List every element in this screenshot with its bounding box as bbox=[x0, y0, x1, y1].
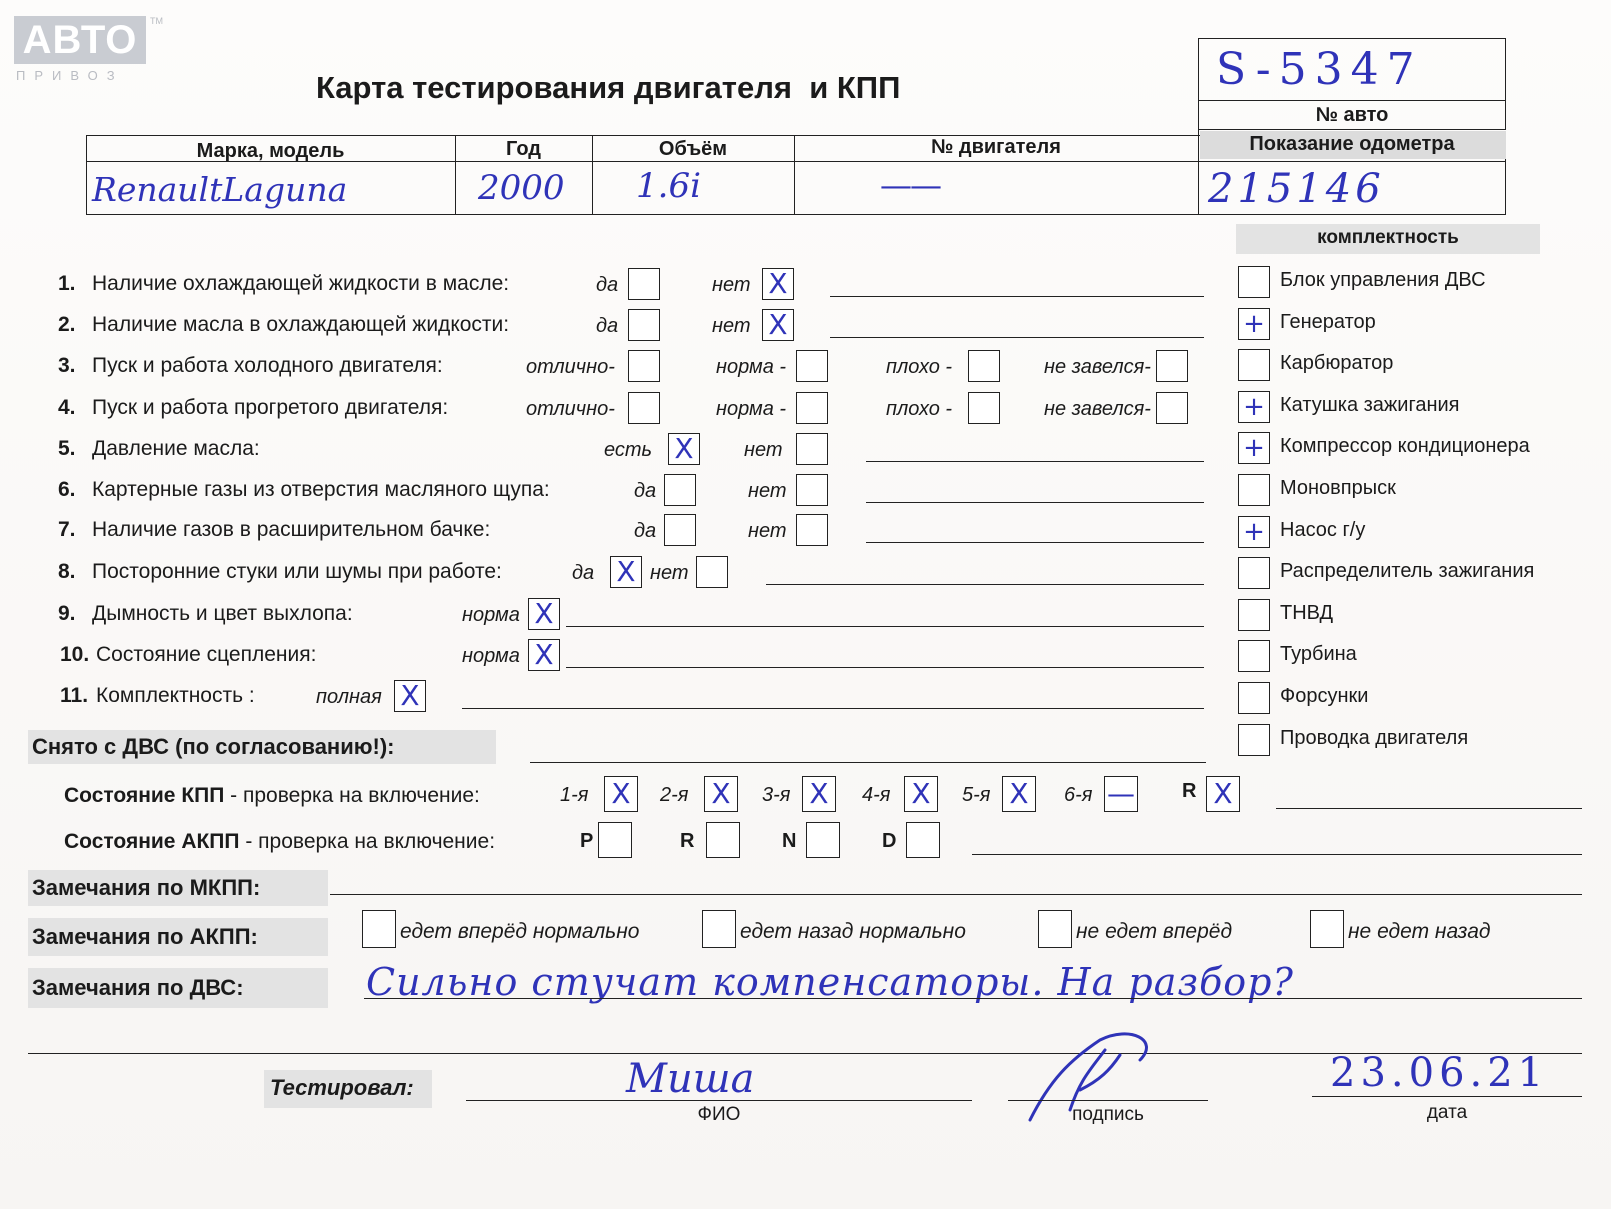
option-label: норма bbox=[462, 604, 520, 626]
question-text: Наличие охлаждающей жидкости в масле: bbox=[92, 272, 510, 295]
kit-checkbox[interactable] bbox=[1238, 349, 1270, 381]
checkbox[interactable] bbox=[796, 350, 828, 382]
checkbox[interactable] bbox=[528, 639, 560, 671]
check-mark bbox=[797, 351, 827, 381]
logo-text: АВТО bbox=[14, 16, 146, 64]
kit-checkbox[interactable] bbox=[1238, 682, 1270, 714]
checkbox[interactable] bbox=[696, 556, 728, 588]
question-number: 9. bbox=[58, 602, 76, 625]
check-mark bbox=[665, 515, 695, 545]
checkbox[interactable] bbox=[1156, 350, 1188, 382]
question-text: Наличие масла в охлаждающей жидкости: bbox=[92, 313, 510, 336]
note-line[interactable] bbox=[866, 502, 1204, 503]
check-mark bbox=[797, 515, 827, 545]
akpp-remark-label: едет назад нормально bbox=[740, 920, 966, 943]
kit-mark bbox=[1239, 725, 1269, 755]
kit-item-label: Катушка зажигания bbox=[1280, 393, 1460, 416]
gear-label: 6-я bbox=[1064, 784, 1093, 806]
gear-checkbox[interactable] bbox=[1104, 776, 1138, 812]
note-line[interactable] bbox=[866, 542, 1204, 543]
option-label: норма - bbox=[716, 398, 787, 420]
checkbox[interactable] bbox=[796, 433, 828, 465]
check-mark: X bbox=[616, 555, 636, 588]
check-mark: X bbox=[400, 679, 420, 712]
question-text: Комплектность : bbox=[96, 684, 255, 707]
check-mark bbox=[797, 475, 827, 505]
akpp-remark-checkbox[interactable] bbox=[1310, 910, 1344, 948]
check-mark bbox=[969, 393, 999, 423]
tested-label: Тестировал: bbox=[270, 1075, 414, 1100]
gear-label: 3-я bbox=[762, 784, 791, 806]
option-label: нет bbox=[748, 480, 787, 502]
checkbox[interactable] bbox=[796, 474, 828, 506]
option-label: да bbox=[634, 480, 657, 502]
checkbox[interactable] bbox=[628, 392, 660, 424]
kit-mark bbox=[1239, 641, 1269, 671]
gear-checkbox[interactable] bbox=[604, 776, 638, 812]
check-mark: X bbox=[768, 267, 788, 300]
check-mark bbox=[969, 351, 999, 381]
gear-mark: X bbox=[1009, 777, 1029, 810]
check-mark bbox=[797, 434, 827, 464]
checkbox[interactable] bbox=[668, 433, 700, 465]
header-brand: Марка, модель bbox=[196, 140, 345, 162]
option-label: да bbox=[634, 520, 657, 542]
kit-item-label: Моновпрыск bbox=[1280, 477, 1396, 499]
kit-checkbox[interactable] bbox=[1238, 432, 1270, 464]
question-number: 7. bbox=[58, 518, 76, 541]
value-volume: 1.6i bbox=[636, 166, 701, 206]
option-label: норма bbox=[462, 645, 520, 667]
kit-item-label: Карбюратор bbox=[1280, 352, 1394, 375]
question-number: 2. bbox=[58, 313, 76, 336]
option-label: да bbox=[596, 315, 619, 337]
question-number: 5. bbox=[58, 437, 76, 460]
checkbox[interactable] bbox=[664, 474, 696, 506]
question-text: Дымность и цвет выхлопа: bbox=[92, 602, 353, 625]
kit-title: комплектность bbox=[1317, 227, 1459, 248]
kit-mark bbox=[1239, 267, 1269, 297]
kit-mark: + bbox=[1243, 391, 1265, 422]
option-label: нет bbox=[650, 562, 689, 584]
akpp-remark-checkbox[interactable] bbox=[702, 910, 736, 948]
note-line[interactable] bbox=[830, 337, 1204, 338]
akpp-mode-label: D bbox=[882, 830, 897, 852]
logo bbox=[14, 16, 164, 86]
option-label: не завелся- bbox=[1044, 356, 1151, 378]
gear-checkbox[interactable] bbox=[704, 776, 738, 812]
kit-item-label: Блок управления ДВС bbox=[1280, 269, 1486, 291]
check-mark bbox=[1157, 393, 1187, 423]
gear-mark: — bbox=[1107, 777, 1135, 810]
checkbox[interactable] bbox=[610, 556, 642, 588]
option-label: отлично- bbox=[526, 398, 615, 420]
note-line[interactable] bbox=[830, 296, 1204, 297]
check-mark bbox=[629, 310, 659, 340]
check-mark bbox=[629, 393, 659, 423]
akpp-remark-label: не едет назад bbox=[1348, 920, 1491, 943]
kit-checkbox[interactable] bbox=[1238, 391, 1270, 423]
akpp-remark-label: едет вперёд нормально bbox=[400, 920, 640, 943]
question-text: Картерные газы из отверстия масляного щупа: bbox=[92, 478, 550, 501]
check-mark: X bbox=[674, 432, 694, 465]
akpp-mode-checkbox[interactable] bbox=[906, 822, 940, 858]
akpp-label: Состояние АКПП - проверка на включение: bbox=[64, 830, 496, 853]
akpp-mode-checkbox[interactable] bbox=[598, 822, 632, 858]
check-mark: X bbox=[534, 597, 554, 630]
gear-checkbox[interactable] bbox=[802, 776, 836, 812]
kit-mark bbox=[1239, 350, 1269, 380]
kit-item-label: Генератор bbox=[1280, 310, 1376, 333]
option-label: нет bbox=[712, 274, 751, 296]
kit-item-label: Распределитель зажигания bbox=[1280, 560, 1535, 583]
logo-subtext: ПРИВОЗ bbox=[16, 68, 124, 83]
car-number-label: № авто bbox=[1315, 104, 1389, 126]
gear-checkbox[interactable] bbox=[1002, 776, 1036, 812]
option-label: есть bbox=[604, 439, 653, 461]
check-mark bbox=[665, 475, 695, 505]
check-mark bbox=[629, 351, 659, 381]
question-number: 6. bbox=[58, 478, 76, 501]
check-mark bbox=[1157, 351, 1187, 381]
question-text: Посторонние стуки или шумы при работе: bbox=[92, 560, 502, 583]
checkbox[interactable] bbox=[968, 350, 1000, 382]
remarks-dvs-text: Сильно стучат компенсаторы. На разбор? bbox=[366, 960, 1294, 1004]
kit-item-label: Насос г/у bbox=[1280, 518, 1366, 541]
option-label: плохо - bbox=[886, 398, 953, 420]
gear-mark: X bbox=[809, 777, 829, 810]
option-label: полная bbox=[316, 686, 382, 708]
question-text: Пуск и работа прогретого двигателя: bbox=[92, 396, 449, 419]
check-mark bbox=[797, 393, 827, 423]
option-label: да bbox=[572, 562, 595, 584]
checkbox[interactable] bbox=[528, 598, 560, 630]
kit-checkbox[interactable] bbox=[1238, 474, 1270, 506]
note-line[interactable] bbox=[462, 708, 1204, 709]
remarks-mkpp-label: Замечания по МКПП: bbox=[32, 875, 261, 900]
kit-mark bbox=[1239, 683, 1269, 713]
date-line[interactable] bbox=[1312, 1096, 1582, 1097]
gear-checkbox[interactable] bbox=[1206, 776, 1240, 812]
question-number: 8. bbox=[58, 560, 76, 583]
question-number: 10. bbox=[60, 643, 90, 666]
akpp-mode-label: N bbox=[782, 830, 797, 852]
fio-line[interactable] bbox=[466, 1100, 972, 1101]
kit-item-label: ТНВД bbox=[1280, 601, 1334, 624]
gear-label: 5-я bbox=[962, 784, 991, 806]
gear-label: 1-я bbox=[560, 784, 589, 806]
checkbox[interactable] bbox=[762, 309, 794, 341]
check-mark bbox=[697, 557, 727, 587]
checkbox[interactable] bbox=[796, 392, 828, 424]
removed-label: Снято с ДВС (по согласованию!): bbox=[32, 734, 395, 759]
checkbox[interactable] bbox=[1156, 392, 1188, 424]
kpp-label: Состояние КПП - проверка на включение: bbox=[64, 784, 480, 807]
kit-mark: + bbox=[1243, 308, 1265, 339]
question-text: Пуск и работа холодного двигателя: bbox=[92, 354, 443, 377]
gear-label: R bbox=[1182, 780, 1197, 802]
kit-checkbox[interactable] bbox=[1238, 308, 1270, 340]
akpp-mode-checkbox[interactable] bbox=[706, 822, 740, 858]
option-label: отлично- bbox=[526, 356, 615, 378]
option-label: нет bbox=[744, 439, 783, 461]
value-odometer: 215146 bbox=[1208, 166, 1385, 212]
question-number: 4. bbox=[58, 396, 76, 419]
check-mark: X bbox=[768, 308, 788, 341]
note-line[interactable] bbox=[866, 461, 1204, 462]
kit-item-label: Форсунки bbox=[1280, 685, 1369, 707]
option-label: не завелся- bbox=[1044, 398, 1151, 420]
signature-line[interactable] bbox=[1008, 1100, 1208, 1101]
gear-checkbox[interactable] bbox=[904, 776, 938, 812]
remarks-dvs-label: Замечания по ДВС: bbox=[32, 975, 244, 1000]
checkbox[interactable] bbox=[664, 514, 696, 546]
question-text: Давление масла: bbox=[92, 437, 260, 460]
removed-line[interactable] bbox=[530, 762, 1206, 763]
remarks-akpp-label: Замечания по АКПП: bbox=[32, 924, 258, 949]
akpp-mode-checkbox[interactable] bbox=[806, 822, 840, 858]
kit-item-label: Компрессор кондиционера bbox=[1280, 435, 1530, 458]
checkbox[interactable] bbox=[628, 268, 660, 300]
gear-label: 4-я bbox=[862, 784, 891, 806]
question-text: Наличие газов в расширительном бачке: bbox=[92, 518, 491, 541]
question-number: 3. bbox=[58, 354, 76, 377]
gear-mark: X bbox=[1213, 777, 1233, 810]
option-label: плохо - bbox=[886, 356, 953, 378]
value-year: 2000 bbox=[478, 168, 565, 208]
option-label: нет bbox=[748, 520, 787, 542]
fio-label: ФИО bbox=[697, 1104, 741, 1125]
signature-label: подпись bbox=[1072, 1104, 1144, 1125]
kit-checkbox[interactable] bbox=[1238, 557, 1270, 589]
kit-checkbox[interactable] bbox=[1238, 599, 1270, 631]
checkbox[interactable] bbox=[628, 350, 660, 382]
logo-tm: TM bbox=[150, 16, 163, 26]
akpp-mode-label: P bbox=[580, 830, 594, 852]
kit-mark bbox=[1239, 600, 1269, 630]
akpp-mode-label: R bbox=[680, 830, 695, 852]
checkbox[interactable] bbox=[628, 309, 660, 341]
header-year: Год bbox=[506, 138, 541, 160]
kit-mark: + bbox=[1243, 433, 1265, 464]
kit-mark: + bbox=[1243, 516, 1265, 547]
option-label: норма - bbox=[716, 356, 787, 378]
kit-checkbox[interactable] bbox=[1238, 266, 1270, 298]
option-label: да bbox=[596, 274, 619, 296]
test-date: 23.06.21 bbox=[1330, 1050, 1549, 1096]
gear-mark: X bbox=[611, 777, 631, 810]
header-engine-number: № двигателя bbox=[931, 136, 1061, 158]
check-mark bbox=[629, 269, 659, 299]
header-volume: Объём bbox=[658, 138, 728, 160]
header-odometer: Показание одометра bbox=[1249, 133, 1455, 155]
akpp-remark-label: не едет вперёд bbox=[1076, 920, 1233, 943]
gear-mark: X bbox=[911, 777, 931, 810]
gear-mark: X bbox=[711, 777, 731, 810]
value-engine-number: —— bbox=[880, 166, 940, 204]
checkbox[interactable] bbox=[968, 392, 1000, 424]
checkbox[interactable] bbox=[796, 514, 828, 546]
question-number: 1. bbox=[58, 272, 76, 295]
note-line[interactable] bbox=[566, 667, 1204, 668]
question-text: Состояние сцепления: bbox=[96, 643, 317, 666]
kit-item-label: Турбина bbox=[1280, 643, 1357, 666]
car-number-value: S-5347 bbox=[1216, 44, 1423, 95]
checkbox[interactable] bbox=[394, 680, 426, 712]
checkbox[interactable] bbox=[762, 268, 794, 300]
kit-mark bbox=[1239, 475, 1269, 505]
value-brand: RenaultLaguna bbox=[92, 170, 348, 209]
kit-mark bbox=[1239, 558, 1269, 588]
option-label: нет bbox=[712, 315, 751, 337]
akpp-remark-checkbox[interactable] bbox=[362, 910, 396, 948]
kit-checkbox[interactable] bbox=[1238, 516, 1270, 548]
kit-checkbox[interactable] bbox=[1238, 724, 1270, 756]
tester-name: Миша bbox=[626, 1056, 755, 1102]
page-title: Карта тестирования двигателя и КПП bbox=[316, 70, 901, 105]
gear-label: 2-я bbox=[660, 784, 689, 806]
check-mark: X bbox=[534, 638, 554, 671]
note-line[interactable] bbox=[766, 584, 1204, 585]
kit-checkbox[interactable] bbox=[1238, 640, 1270, 672]
question-number: 11. bbox=[60, 684, 89, 707]
akpp-remark-checkbox[interactable] bbox=[1038, 910, 1072, 948]
note-line[interactable] bbox=[566, 626, 1204, 627]
date-label: дата bbox=[1426, 1102, 1468, 1123]
kit-item-label: Проводка двигателя bbox=[1280, 726, 1469, 749]
